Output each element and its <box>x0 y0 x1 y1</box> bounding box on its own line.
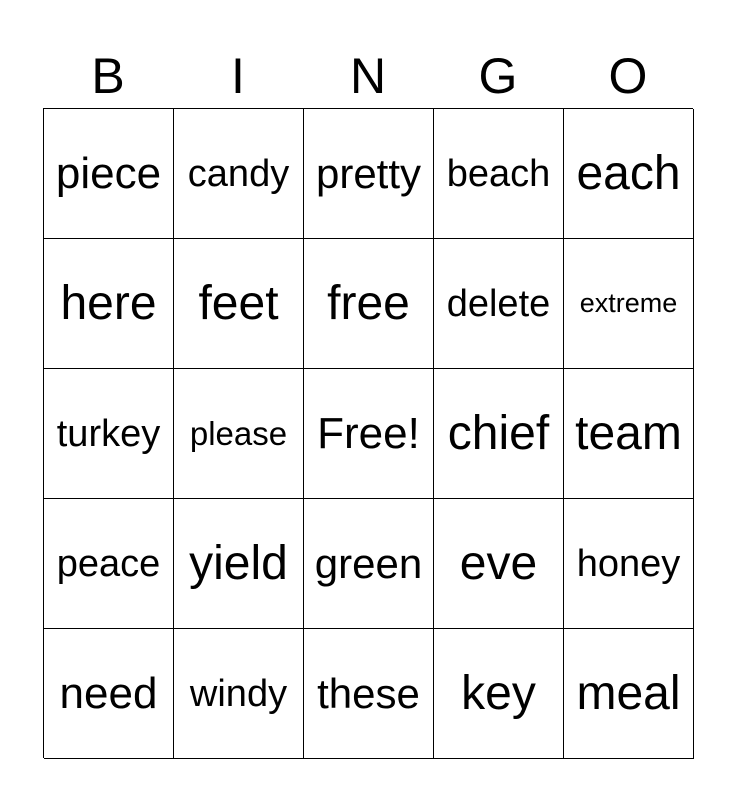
bingo-cell: pretty <box>304 109 434 239</box>
bingo-cell: extreme <box>564 239 694 369</box>
bingo-cell: candy <box>174 109 304 239</box>
bingo-cell: delete <box>434 239 564 369</box>
bingo-cell: feet <box>174 239 304 369</box>
bingo-cell: honey <box>564 499 694 629</box>
bingo-board <box>43 108 693 758</box>
bingo-cell: key <box>434 629 564 759</box>
bingo-cell: beach <box>434 109 564 239</box>
bingo-cell: team <box>564 369 694 499</box>
header-letter-b: B <box>91 48 125 104</box>
header-letter-i: I <box>231 48 245 104</box>
bingo-cell: piece <box>44 109 174 239</box>
bingo-cell: meal <box>564 629 694 759</box>
bingo-header <box>43 44 693 108</box>
bingo-cell: peace <box>44 499 174 629</box>
header-letter-g: G <box>478 48 518 104</box>
bingo-cell: each <box>564 109 694 239</box>
free-space-cell: Free! <box>304 369 434 499</box>
header-letter-n: N <box>349 48 387 104</box>
bingo-cell: yield <box>174 499 304 629</box>
bingo-cell: free <box>304 239 434 369</box>
bingo-cell: here <box>44 239 174 369</box>
header-letter-o: O <box>608 48 648 104</box>
bingo-cell: need <box>44 629 174 759</box>
bingo-cell: these <box>304 629 434 759</box>
bingo-cell: please <box>174 369 304 499</box>
bingo-cell: chief <box>434 369 564 499</box>
bingo-cell: windy <box>174 629 304 759</box>
bingo-cell: eve <box>434 499 564 629</box>
bingo-cell: turkey <box>44 369 174 499</box>
bingo-cell: green <box>304 499 434 629</box>
